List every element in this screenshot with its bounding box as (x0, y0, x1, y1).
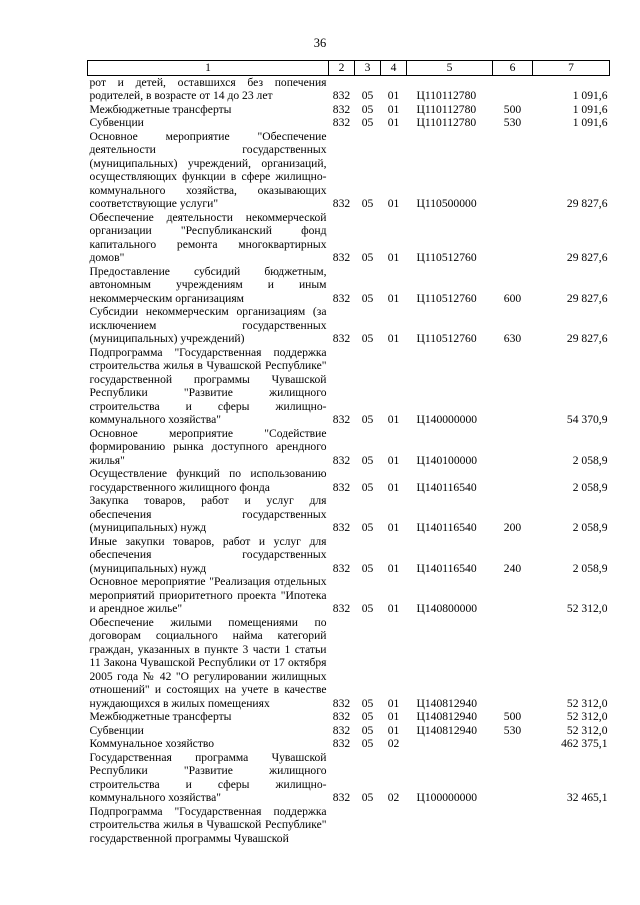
section-code-cell: 05 (361, 602, 374, 615)
table-row (88, 130, 610, 211)
table-row (88, 710, 610, 724)
subsection-code-cell: 02 (387, 737, 400, 750)
expense-type-cell (493, 427, 533, 468)
expense-type-cell: 500 (503, 102, 522, 116)
section-code-cell: 05 (361, 723, 374, 737)
item-name-cell: Иные закупки товаров, работ и услуг для обеспечения государственных (муниципальных) нужд (89, 534, 327, 575)
expense-type-cell (493, 346, 533, 427)
ministry-code-cell: 832 (332, 521, 351, 534)
amount-cell: 29 827,6 (566, 251, 608, 264)
expense-type-cell: 600 (503, 291, 522, 305)
header-col-1: 1 (88, 61, 329, 76)
expense-type-cell (493, 75, 533, 103)
subsection-code-cell: 01 (387, 413, 400, 426)
subsection-code-cell: 01 (387, 602, 400, 615)
target-article-cell: Ц110112780 (416, 102, 477, 116)
expense-type-cell (493, 467, 533, 494)
ministry-code-cell: 832 (332, 413, 351, 426)
target-article-cell (407, 805, 493, 846)
amount-cell: 1 091,6 (572, 89, 608, 102)
section-code-cell: 05 (361, 696, 374, 710)
table-row (88, 103, 610, 117)
item-name-cell: Субвенции (89, 723, 144, 737)
section-code-cell: 05 (361, 102, 374, 116)
expense-type-cell: 500 (503, 710, 522, 723)
subsection-code-cell: 02 (387, 791, 400, 804)
target-article-cell: Ц110500000 (416, 197, 477, 210)
header-col-6: 6 (493, 61, 533, 76)
amount-cell: 32 465,1 (566, 791, 608, 804)
amount-cell: 1 091,6 (572, 102, 608, 116)
item-name-cell: Обеспечение деятельности некоммерческой организации "Республиканский фонд капитального ремонта многоквартирных домов" (89, 210, 327, 264)
expense-type-cell: 630 (503, 332, 522, 345)
ministry-code-cell: 832 (332, 453, 351, 467)
item-name-cell: Основное мероприятие "Содействие формированию рынка доступного арендного жилья" (89, 426, 327, 467)
table-row (88, 265, 610, 306)
item-name-cell: Предоставление субсидий бюджетным, автономным учреждениям и иным некоммерческим организациям (89, 264, 327, 305)
table-header (88, 61, 610, 76)
section-code-cell: 05 (361, 89, 374, 102)
ministry-code-cell: 832 (332, 602, 351, 615)
amount-cell (533, 805, 610, 846)
target-article-cell (407, 737, 493, 751)
ministry-code-cell: 832 (332, 332, 351, 345)
table-row (88, 751, 610, 805)
amount-cell: 52 312,0 (566, 723, 608, 737)
subsection-code-cell: 01 (387, 197, 400, 210)
target-article-cell: Ц140812940 (416, 710, 478, 723)
budget-table (87, 60, 610, 845)
amount-cell: 29 827,6 (566, 332, 608, 345)
expense-type-cell (493, 616, 533, 711)
target-article-cell: Ц140116540 (416, 561, 477, 575)
subsection-code-cell: 01 (387, 332, 400, 345)
target-article-cell: Ц140116540 (416, 521, 477, 534)
ministry-code-cell: 832 (332, 561, 351, 575)
section-code-cell: 05 (361, 453, 374, 467)
table-row (88, 616, 610, 711)
subsection-code-cell: 01 (387, 561, 400, 575)
section-code-cell: 05 (361, 116, 374, 129)
amount-cell: 1 091,6 (572, 116, 608, 129)
target-article-cell: Ц110112780 (416, 89, 477, 102)
target-article-cell: Ц110512760 (416, 291, 477, 305)
amount-cell: 2 058,9 (572, 480, 608, 494)
subsection-code-cell (381, 805, 407, 846)
item-name-cell: Подпрограмма "Государственная поддержка строительства жилья в Чувашской Республике" государственной программы Чувашской (89, 804, 327, 845)
target-article-cell: Ц140116540 (416, 480, 477, 494)
amount-cell: 2 058,9 (572, 561, 608, 575)
target-article-cell: Ц140812940 (416, 696, 478, 710)
table-row (88, 575, 610, 616)
header-col-4: 4 (381, 61, 407, 76)
target-article-cell: Ц140100000 (416, 453, 478, 467)
amount-cell: 54 370,9 (566, 413, 608, 426)
header-col-3: 3 (355, 61, 381, 76)
item-name-cell: Основное мероприятие "Обеспечение деятельности государственных (муниципальных) учреждений, организаций, осуществляющих функции в сфере жилищно-коммунального хозяйства, оказывающих соответствующие услуги" (89, 129, 327, 210)
ministry-code-cell (329, 805, 355, 846)
expense-type-cell: 200 (503, 521, 522, 534)
expense-type-cell (493, 130, 533, 211)
section-code-cell: 05 (361, 480, 374, 494)
section-code-cell: 05 (361, 791, 374, 804)
target-article-cell: Ц140000000 (416, 413, 478, 426)
expense-type-cell (493, 737, 533, 751)
ministry-code-cell: 832 (332, 251, 351, 264)
subsection-code-cell: 01 (387, 89, 400, 102)
item-name-cell: Межбюджетные трансферты (89, 102, 232, 116)
target-article-cell: Ц140812940 (416, 723, 478, 737)
table-row (88, 805, 610, 846)
amount-cell: 52 312,0 (566, 696, 608, 710)
table-row (88, 346, 610, 427)
item-name-cell: Подпрограмма "Государственная поддержка строительства жилья в Чувашской Республике" государственной программы Чувашской Республики "Развитие жилищного строительства и сферы жилищно-коммунального хозяйства" (89, 345, 327, 426)
subsection-code-cell: 01 (387, 480, 400, 494)
ministry-code-cell: 832 (332, 791, 351, 804)
section-code-cell: 05 (361, 291, 374, 305)
amount-cell: 29 827,6 (566, 291, 608, 305)
target-article-cell: Ц140800000 (416, 602, 478, 615)
item-name-cell: Осуществление функций по использованию государственного жилищного фонда (89, 467, 327, 494)
item-name-cell: Субсидии некоммерческим организациям (за исключением государственных (муниципальных) учреждений) (89, 305, 327, 345)
table-row (88, 305, 610, 346)
ministry-code-cell: 832 (332, 197, 351, 210)
page-number: 36 (313, 36, 327, 50)
header-col-5: 5 (407, 61, 493, 76)
expense-type-cell: 530 (503, 723, 522, 737)
item-name-cell: Основное мероприятие "Реализация отдельных мероприятий приоритетного проекта "Ипотека и арендное жилье" (89, 575, 327, 615)
item-name-cell: Закупка товаров, работ и услуг для обеспечения государственных (муниципальных) нужд (89, 494, 327, 534)
table-row (88, 724, 610, 738)
section-code-cell: 05 (361, 251, 374, 264)
target-article-cell: Ц110512760 (416, 251, 477, 264)
expense-type-cell (493, 575, 533, 616)
target-article-cell: Ц110512760 (416, 332, 477, 345)
amount-cell: 462 375,1 (561, 737, 608, 750)
section-code-cell: 05 (361, 332, 374, 345)
expense-type-cell (493, 211, 533, 265)
table-row (88, 211, 610, 265)
expense-type-cell (493, 751, 533, 805)
subsection-code-cell: 01 (387, 453, 400, 467)
table-body (88, 75, 610, 845)
item-name-cell: рот и детей, оставшихся без попечения родителей, в возрасте от 14 до 23 лет (89, 75, 327, 102)
table-row (88, 75, 610, 103)
expense-type-cell: 240 (503, 561, 522, 575)
expense-type-cell (493, 805, 533, 846)
ministry-code-cell: 832 (332, 710, 351, 723)
ministry-code-cell: 832 (332, 696, 351, 710)
item-name-cell: Межбюджетные трансферты (89, 710, 232, 723)
subsection-code-cell: 01 (387, 521, 400, 534)
subsection-code-cell: 01 (387, 710, 400, 723)
table-row (88, 535, 610, 576)
amount-cell: 2 058,9 (572, 521, 608, 534)
table-row (88, 427, 610, 468)
section-code-cell: 05 (361, 561, 374, 575)
target-article-cell: Ц100000000 (416, 791, 478, 804)
section-code-cell: 05 (361, 710, 374, 723)
item-name-cell: Обеспечение жилыми помещениями по договорам социального найма категорий граждан, указанных в пункте 3 части 1 статьи 11 Закона Чувашской Республики от 17 октября 2005 года № 42 "О регулировании жилищных отношений" и состоящих на учете в качестве нуждающихся в жилых помещениях (89, 615, 327, 710)
ministry-code-cell: 832 (332, 723, 351, 737)
header-col-2: 2 (329, 61, 355, 76)
subsection-code-cell: 01 (387, 116, 400, 129)
ministry-code-cell: 832 (332, 89, 351, 102)
ministry-code-cell: 832 (332, 116, 351, 129)
header-col-7: 7 (533, 61, 610, 76)
target-article-cell: Ц110112780 (416, 116, 477, 129)
table-row (88, 737, 610, 751)
amount-cell: 52 312,0 (566, 602, 608, 615)
ministry-code-cell: 832 (332, 102, 351, 116)
ministry-code-cell: 832 (332, 291, 351, 305)
section-code-cell: 05 (361, 737, 374, 750)
subsection-code-cell: 01 (387, 251, 400, 264)
table-row (88, 467, 610, 494)
ministry-code-cell: 832 (332, 480, 351, 494)
section-code-cell: 05 (361, 197, 374, 210)
section-code-cell: 05 (361, 521, 374, 534)
subsection-code-cell: 01 (387, 102, 400, 116)
subsection-code-cell: 01 (387, 291, 400, 305)
subsection-code-cell: 01 (387, 696, 400, 710)
subsection-code-cell: 01 (387, 723, 400, 737)
amount-cell: 2 058,9 (572, 453, 608, 467)
item-name-cell: Коммунальное хозяйство (89, 737, 215, 750)
header-row (88, 61, 610, 76)
section-code-cell: 05 (361, 413, 374, 426)
expense-type-cell: 530 (503, 116, 522, 129)
section-code-cell (355, 805, 381, 846)
amount-cell: 29 827,6 (566, 197, 608, 210)
ministry-code-cell: 832 (332, 737, 351, 750)
table-row (88, 116, 610, 130)
amount-cell: 52 312,0 (566, 710, 608, 723)
item-name-cell: Субвенции (89, 116, 144, 129)
item-name-cell: Государственная программа Чувашской Республики "Развитие жилищного строительства и сферы жилищно-коммунального хозяйства" (89, 750, 327, 804)
table-row (88, 494, 610, 535)
